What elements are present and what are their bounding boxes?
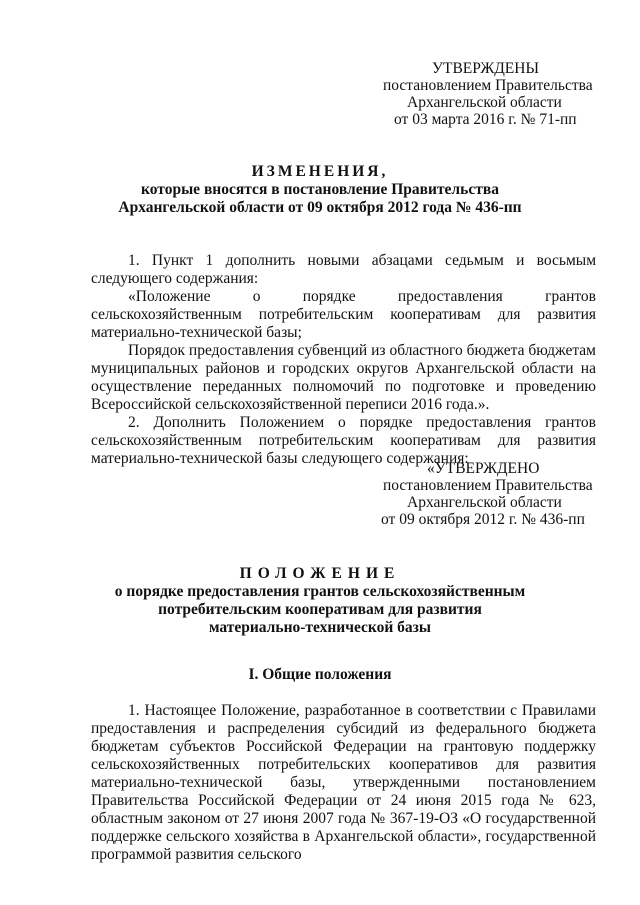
approval-block-top bbox=[310, 60, 640, 128]
paragraph: «Положение о порядке предоставления грантов сельскохозяйственным потребительским кооперативам для развития материально-технической базы; bbox=[91, 288, 596, 341]
regulation-subtitle: о порядке предоставления грантов сельскохозяйственным bbox=[114, 583, 526, 600]
approval-line: Архангельской области bbox=[407, 494, 562, 511]
paragraph: 2. Дополнить Положением о порядке предоставления грантов сельскохозяйственным потребительским кооперативам для развития материально-технической базы следующего содержания: bbox=[91, 414, 596, 467]
paragraph: Порядок предоставления субвенций из областного бюджета бюджетам муниципальных районов и городских округов Архангельской области на осуществление переданных полномочий по подготовке и проведению Всероссийской сельскохозяйственной переписи 2016 года.». bbox=[91, 342, 596, 413]
paragraph: 1. Настоящее Положение, разработанное в соответствии с Правилами предоставления и распределения субсидий из федерального бюджета бюджетам субъектов Российской Федерации на грантовую поддержку сельскохозяйственных потребительских кооперативов для развития материально-технической базы, утвержденными постановлением Правительства Российской Федерации от 24 июня 2015 года № 623, областным законом от 27 июня 2007 года № 367-19-ОЗ «О государственной поддержке сельского хозяйства в Архангельской области», государственной программой развития сельского bbox=[91, 702, 596, 863]
changes-title: ИЗМЕНЕНИЯ, bbox=[251, 163, 389, 180]
regulation-subtitle: материально-технической базы bbox=[208, 619, 432, 636]
regulation-subtitle: потребительским кооперативам для развития bbox=[158, 601, 482, 618]
regulation-heading bbox=[0, 565, 640, 637]
paragraph: 1. Пункт 1 дополнить новыми абзацами седьмым и восьмым следующего содержания: bbox=[91, 252, 596, 287]
changes-body bbox=[91, 252, 596, 468]
changes-heading bbox=[0, 163, 640, 217]
changes-subtitle: Архангельской области от 09 октября 2012 года № 436-пп bbox=[118, 199, 522, 216]
section-body bbox=[91, 702, 596, 864]
approval-line: постановлением Правительства bbox=[383, 77, 593, 94]
section-heading: I. Общие положения bbox=[248, 666, 392, 683]
regulation-title: ПОЛОЖЕНИЕ bbox=[239, 565, 401, 582]
approval-block-second bbox=[310, 460, 640, 528]
approval-line: постановлением Правительства bbox=[383, 477, 593, 494]
approval-label: УТВЕРЖДЕНЫ bbox=[432, 60, 539, 77]
approval-line: Архангельской области bbox=[407, 94, 562, 111]
approval-label: «УТВЕРЖДЕНО bbox=[427, 460, 540, 477]
approval-date: от 09 октября 2012 г. № 436-пп bbox=[381, 511, 585, 528]
changes-subtitle: которые вносятся в постановление Правительства bbox=[141, 181, 499, 198]
approval-date: от 03 марта 2016 г. № 71-пп bbox=[394, 111, 577, 128]
